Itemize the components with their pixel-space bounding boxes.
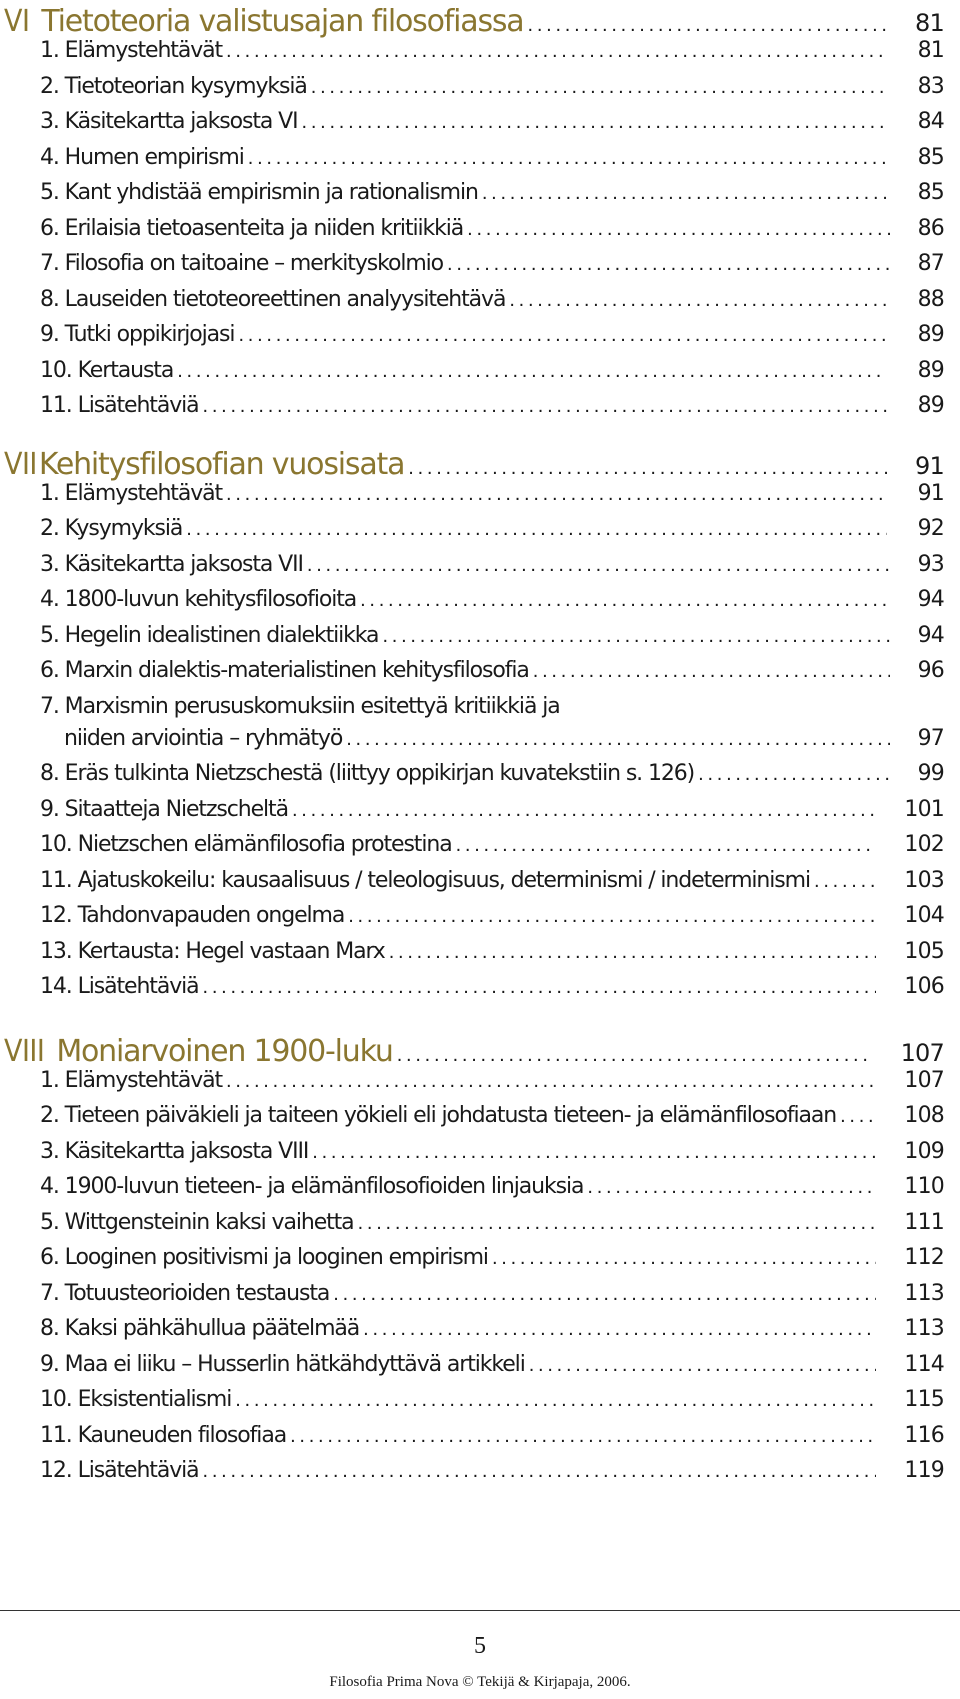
leader-dots (363, 1318, 876, 1341)
section-page-number: 91 (915, 451, 944, 480)
leader-dots (397, 1044, 873, 1067)
toc-entry (0, 1174, 960, 1210)
entry-page-number: 91 (917, 480, 944, 506)
leader-dots (346, 728, 889, 751)
toc-entry (0, 180, 960, 216)
entry-label: 13. Kertausta: Hegel vastaan Marx (40, 938, 385, 964)
entry-label: 8. Kaksi pähkähullua päätelmää (40, 1316, 360, 1341)
entry-label: 6. Erilaisia tietoasenteita ja niiden kritiikkiä (40, 215, 464, 241)
leader-dots (456, 834, 877, 857)
entry-page-number: 93 (917, 551, 944, 577)
toc-entry (0, 1139, 960, 1175)
entry-label: 10. Kertausta (40, 357, 174, 383)
toc-entry (0, 939, 960, 975)
toc-entry (0, 903, 960, 939)
leader-dots (290, 1425, 876, 1448)
entry-page-number: 109 (904, 1138, 944, 1164)
toc-entry (0, 658, 960, 694)
entry-label: 5. Kant yhdistää empirismin ja rationalismin (40, 180, 478, 205)
entry-page-number: 83 (917, 73, 944, 99)
entry-label: 4. 1900-luvun tieteen- ja elämänfilosofioiden linjauksia (40, 1174, 584, 1199)
entry-label: 12. Lisätehtäviä (40, 1458, 199, 1483)
leader-dots (467, 218, 889, 241)
entry-page-number: 97 (917, 725, 944, 751)
entry-label: 11. Kauneuden filosofiaa (40, 1422, 287, 1448)
section-title: Moniarvoinen 1900-luku (56, 1033, 393, 1069)
toc-entry (0, 832, 960, 868)
entry-page-number: 106 (904, 974, 944, 999)
toc-entry (0, 516, 960, 552)
entry-label: 7. Totuusteorioiden testausta (40, 1280, 330, 1306)
entry-page-number: 104 (904, 903, 944, 928)
entry-page-number: 92 (917, 516, 944, 541)
section-heading (0, 4, 960, 38)
leader-dots (238, 324, 888, 347)
leader-dots (203, 395, 888, 418)
leader-dots (529, 1354, 877, 1377)
entry-page-number: 112 (904, 1245, 944, 1270)
entry-page-number: 113 (904, 1280, 944, 1306)
toc-entry (0, 1103, 960, 1139)
entry-label: 8. Eräs tulkinta Nietzschestä (liittyy oppikirjan kuvatekstiin s. 126) (40, 761, 695, 786)
leader-dots (382, 625, 889, 648)
toc-entry (0, 1245, 960, 1281)
entry-label: 2. Kysymyksiä (40, 516, 183, 541)
leader-dots (360, 589, 889, 612)
entry-label: 8. Lauseiden tietoteoreettinen analyysitehtävä (40, 286, 506, 312)
entry-page-number: 101 (904, 796, 944, 822)
entry-page-number: 114 (904, 1351, 944, 1377)
toc-entry (0, 287, 960, 323)
entry-label: 7. Filosofia on taitoaine – merkityskolmio (40, 251, 444, 276)
entry-page-number: 89 (917, 322, 944, 347)
entry-page-number: 102 (904, 832, 944, 857)
entry-page-number: 88 (917, 286, 944, 312)
entry-label: 11. Lisätehtäviä (40, 393, 199, 418)
entry-label: 3. Käsitekartta jaksosta VI (40, 109, 298, 134)
leader-dots (203, 1460, 877, 1483)
leader-dots (447, 253, 890, 276)
entry-label: 4. 1800-luvun kehitysfilosofioita (40, 587, 357, 612)
entry-page-number: 96 (917, 658, 944, 683)
section-page-number: 81 (915, 9, 944, 37)
entry-page-number: 85 (917, 180, 944, 205)
section-number: VI (4, 4, 30, 39)
leader-dots (509, 289, 889, 312)
toc-entry (0, 1316, 960, 1352)
toc-entry (0, 251, 960, 287)
toc-entry (0, 587, 960, 623)
toc-entry (0, 797, 960, 833)
toc-entry (0, 322, 960, 358)
leader-dots (348, 905, 876, 928)
toc-entry (0, 393, 960, 429)
leader-dots (533, 660, 890, 683)
entry-label: 14. Lisätehtäviä (40, 974, 199, 999)
leader-dots (814, 870, 876, 893)
toc-entry (0, 74, 960, 110)
leader-dots (358, 1212, 877, 1235)
entry-label: 1. Elämystehtävät (40, 38, 223, 63)
leader-dots (698, 763, 889, 786)
toc-entry (0, 761, 960, 797)
entry-label: 10. Eksistentialismi (40, 1387, 232, 1412)
section-title: Tietoteoria valistusajan filosofiassa (41, 4, 524, 39)
leader-dots (333, 1283, 876, 1306)
leader-dots (177, 360, 886, 383)
section-page-number: 107 (900, 1038, 944, 1067)
entry-page-number: 113 (904, 1316, 944, 1341)
entry-label: 3. Käsitekartta jaksosta VIII (40, 1138, 309, 1164)
section-number: VII (4, 446, 37, 482)
leader-dots (307, 554, 890, 577)
entry-page-number: 119 (904, 1458, 944, 1483)
leader-dots (235, 1389, 876, 1412)
leader-dots (226, 40, 888, 63)
leader-dots (492, 1247, 876, 1270)
toc-entry (0, 38, 960, 74)
toc-entry (0, 868, 960, 904)
toc-entry (0, 1423, 960, 1459)
leader-dots (186, 518, 886, 541)
entry-label: 9. Tutki oppikirjojasi (40, 322, 235, 347)
entry-label: 6. Looginen positivismi ja looginen empirismi (40, 1245, 488, 1270)
entry-label: 4. Humen empirismi (40, 144, 244, 170)
leader-dots (408, 457, 887, 480)
entry-page-number: 111 (904, 1209, 944, 1235)
entry-page-number: 81 (917, 38, 944, 63)
entry-page-number: 89 (917, 357, 944, 383)
entry-page-number: 110 (904, 1174, 944, 1199)
entry-page-number: 84 (917, 109, 944, 134)
entry-label: 2. Tietoteorian kysymyksiä (40, 73, 307, 99)
toc-entry (0, 974, 960, 1010)
leader-dots (203, 976, 877, 999)
toc-entry (0, 623, 960, 659)
leader-dots (302, 111, 890, 134)
entry-page-number: 103 (904, 867, 944, 893)
entry-label: 5. Wittgensteinin kaksi vaihetta (40, 1209, 354, 1235)
entry-label: 9. Sitaatteja Nietzscheltä (40, 796, 288, 822)
toc-entry (0, 358, 960, 394)
entry-label: 9. Maa ei liiku – Husserlin hätkähdyttävä artikkeli (40, 1351, 525, 1377)
toc-entry (0, 694, 960, 726)
entry-page-number: 87 (917, 251, 944, 276)
leader-dots (311, 76, 890, 99)
leader-dots (482, 182, 890, 205)
toc-entry (0, 1352, 960, 1388)
leader-dots (587, 1176, 876, 1199)
section-heading (0, 1034, 960, 1068)
section-heading (0, 447, 960, 481)
entry-page-number: 105 (904, 938, 944, 964)
toc-entry (0, 1387, 960, 1423)
toc-entry (0, 109, 960, 145)
entry-label: 1. Elämystehtävät (40, 1067, 223, 1093)
footer-credit: Filosofia Prima Nova © Tekijä & Kirjapaja, 2006. (329, 1674, 631, 1690)
entry-label: 5. Hegelin idealistinen dialektiikka (40, 622, 379, 648)
leader-dots (840, 1105, 876, 1128)
entry-label: 11. Ajatuskokeilu: kausaalisuus / teleologisuus, determinismi / indeterminismi (40, 867, 810, 893)
entry-page-number: 115 (904, 1387, 944, 1412)
entry-page-number: 85 (917, 144, 944, 170)
toc-entry (0, 1458, 960, 1494)
section-title: Kehitysfilosofian vuosisata (38, 446, 405, 482)
entry-page-number: 89 (917, 393, 944, 418)
entry-label: 10. Nietzschen elämänfilosofia protestina (40, 832, 452, 857)
leader-dots (226, 1070, 876, 1093)
toc-entry (0, 1068, 960, 1104)
entry-page-number: 108 (904, 1103, 944, 1128)
entry-label: 6. Marxin dialektis-materialistinen kehitysfilosofia (40, 658, 529, 683)
entry-page-number: 99 (917, 761, 944, 786)
entry-page-number: 116 (904, 1422, 944, 1448)
leader-dots (226, 483, 888, 506)
entry-label: 7. Marxismin perususkomuksiin esitettyä kritiikkiä ja (40, 693, 560, 719)
entry-page-number: 94 (917, 587, 944, 612)
entry-page-number: 86 (917, 215, 944, 241)
leader-dots (248, 147, 889, 170)
leader-dots (528, 14, 888, 37)
footer-divider (0, 1610, 960, 1611)
page-number: 5 (474, 1633, 486, 1659)
section-number: VIII (4, 1033, 45, 1069)
toc-entry (0, 552, 960, 588)
entry-label: 1. Elämystehtävät (40, 480, 223, 506)
leader-dots (312, 1141, 876, 1164)
leader-dots (389, 941, 877, 964)
entry-label-continuation: niiden arviointia – ryhmätyö (64, 725, 343, 751)
toc-entry-continuation (0, 726, 960, 762)
entry-label: 12. Tahdonvapauden ongelma (40, 903, 345, 928)
toc-entry (0, 1210, 960, 1246)
toc-entry (0, 145, 960, 181)
entry-page-number: 107 (904, 1067, 944, 1093)
leader-dots (292, 799, 876, 822)
toc-entry (0, 1281, 960, 1317)
entry-label: 2. Tieteen päiväkieli ja taiteen yökieli eli johdatusta tieteen- ja elämänfilosofiaan (40, 1103, 837, 1128)
entry-label: 3. Käsitekartta jaksosta VII (40, 551, 303, 577)
toc-entry (0, 216, 960, 252)
entry-page-number: 94 (917, 622, 944, 648)
toc-entry (0, 481, 960, 517)
